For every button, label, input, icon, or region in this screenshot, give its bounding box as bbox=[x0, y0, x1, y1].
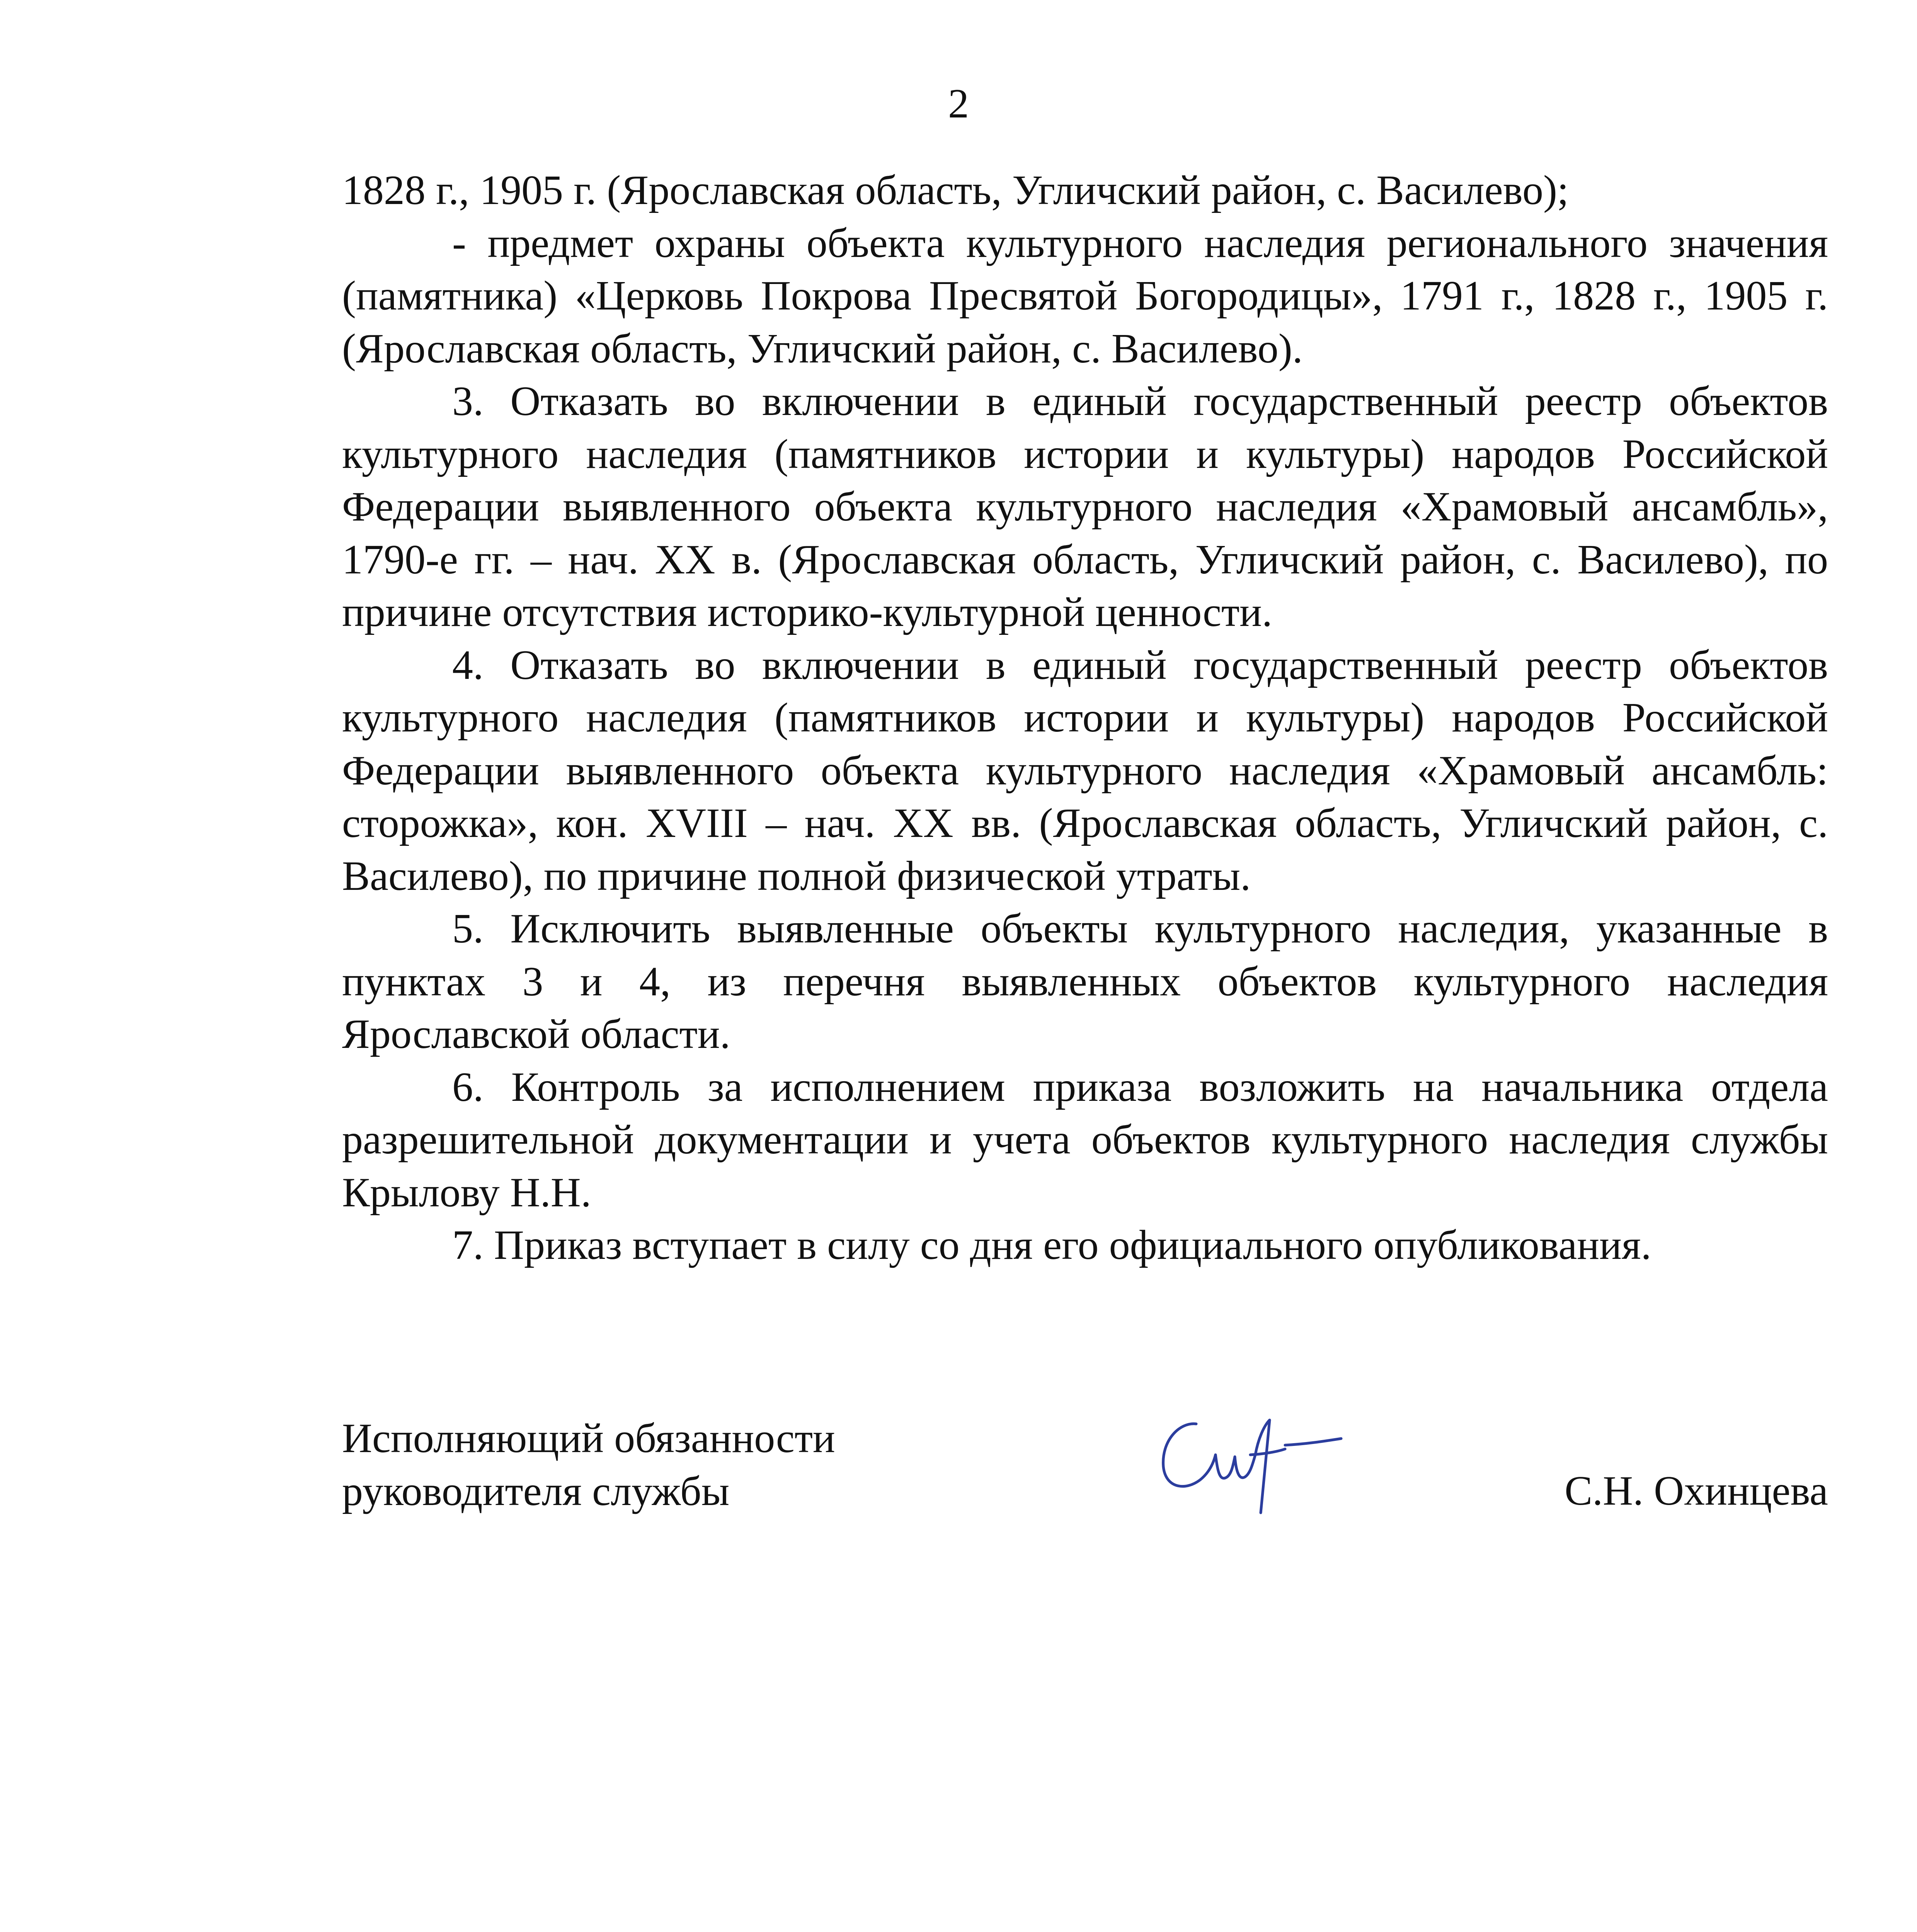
signatory-position-line1: Исполняющий обязанности bbox=[342, 1415, 835, 1461]
signatory-position bbox=[342, 1412, 835, 1518]
order-body bbox=[342, 164, 1828, 1272]
signatory-name: С.Н. Охинцева bbox=[1565, 1468, 1828, 1514]
page-number: 2 bbox=[948, 81, 969, 127]
clause-4: 4. Отказать во включении в единый государственный реестр объектов культурного наследия (памятников истории и культуры) народов Российской Федерации выявленного объекта культурного наследия «Храмовый ансамбль: сторожка», кон. XVIII – нач. XX вв. (Ярославская область, Угличский район, с. Василево), по причине полной физической утраты. bbox=[342, 642, 1828, 899]
signatory-position-line2: руководителя службы bbox=[342, 1468, 730, 1514]
signature-block bbox=[342, 1412, 1828, 1567]
handwritten-signature bbox=[1152, 1408, 1353, 1524]
clause-7: 7. Приказ вступает в силу со дня его официального опубликования. bbox=[452, 1222, 1651, 1268]
clause-3: 3. Отказать во включении в единый государственный реестр объектов культурного наследия (памятников истории и культуры) народов Российской Федерации выявленного объекта культурного наследия «Храмовый ансамбль», 1790-е гг. – нач. XX в. (Ярославская область, Угличский район, с. Василево), по причине отсутствия историко-культурной ценности. bbox=[342, 378, 1828, 635]
clause-5: 5. Исключить выявленные объекты культурного наследия, указанные в пунктах 3 и 4, из перечня выявленных объектов культурного наследия Ярославской области. bbox=[342, 906, 1828, 1057]
paragraph-protection-subject: - предмет охраны объекта культурного наследия регионального значения (памятника) «Церковь Покрова Пресвятой Богородицы», 1791 г., 1828 г., 1905 г. (Ярославская область, Угличский район, с. Василево). bbox=[342, 220, 1828, 372]
paragraph-continuation: 1828 г., 1905 г. (Ярославская область, Угличский район, с. Василево); bbox=[342, 167, 1569, 213]
clause-6: 6. Контроль за исполнением приказа возложить на начальника отдела разрешительной документации и учета объектов культурного наследия службы Крылову Н.Н. bbox=[342, 1064, 1828, 1216]
